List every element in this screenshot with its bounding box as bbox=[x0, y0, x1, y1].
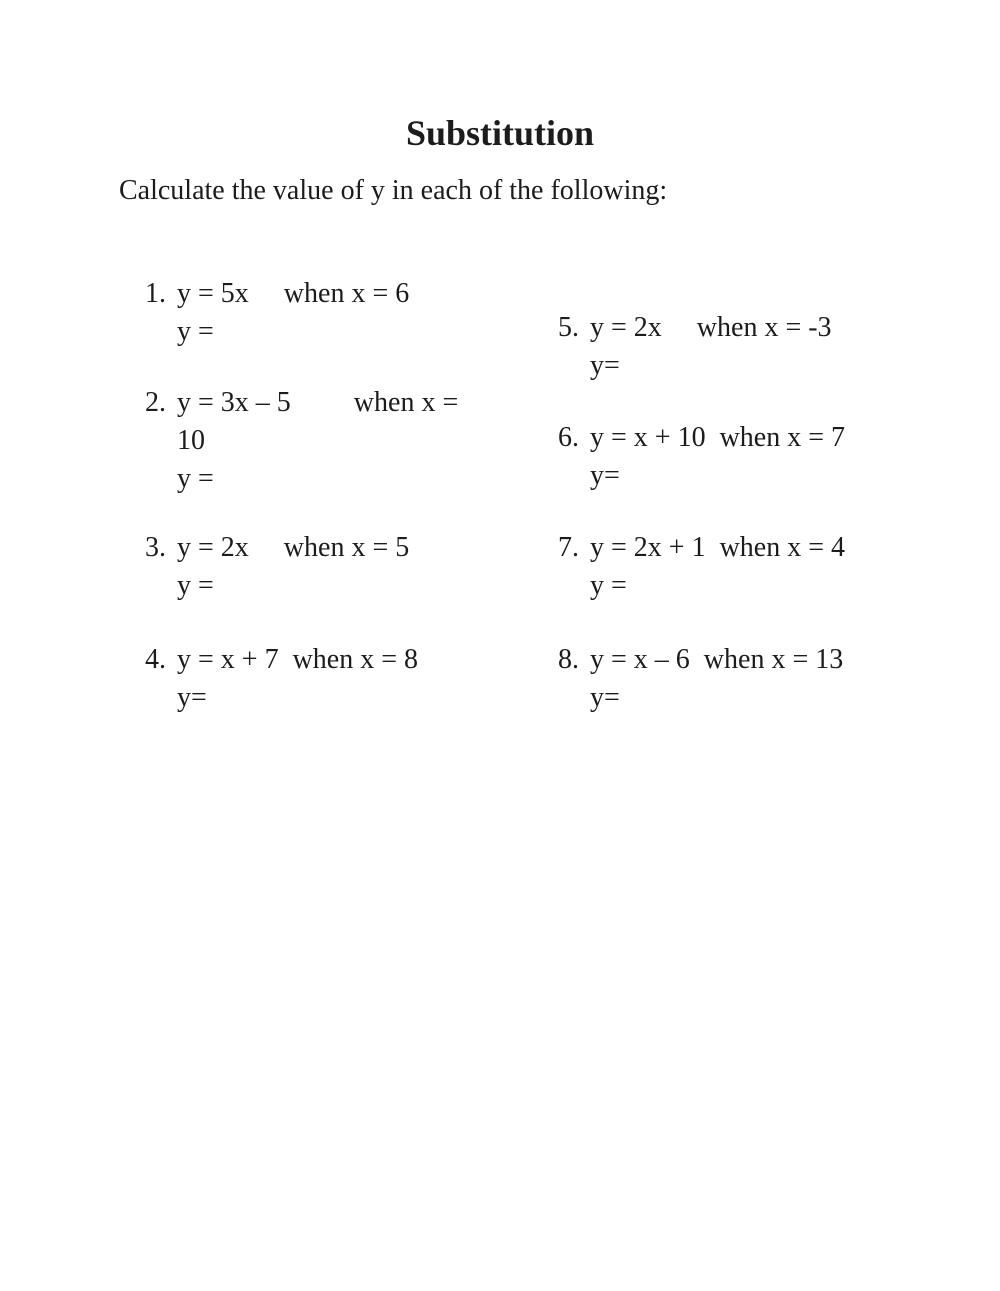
problem-1-equation: y = 5x when x = 6 bbox=[177, 278, 410, 309]
problem-5-answer-line: y= bbox=[590, 350, 620, 381]
problem-5-equation-line bbox=[558, 309, 832, 347]
problem-3-equation: y = 2x when x = 5 bbox=[177, 532, 410, 563]
problem-7-answer-line: y = bbox=[590, 570, 627, 601]
problem-4-equation: y = x + 7 when x = 8 bbox=[177, 644, 419, 675]
problem-8-answer-line: y= bbox=[590, 682, 620, 713]
problem-5-number: 5. bbox=[558, 312, 579, 343]
problem-4-number: 4. bbox=[145, 644, 166, 675]
problem-1-equation-line bbox=[145, 275, 409, 313]
problem-2-answer-line: y = bbox=[177, 463, 214, 494]
problem-5-equation: y = 2x when x = -3 bbox=[590, 312, 832, 343]
problem-3-answer-line: y = bbox=[177, 570, 214, 601]
problem-1-number: 1. bbox=[145, 278, 166, 309]
problem-3 bbox=[145, 529, 409, 605]
problem-2-wrapped-value: 10 bbox=[177, 425, 205, 456]
problem-2-equation-line bbox=[145, 384, 458, 422]
problem-6 bbox=[558, 419, 845, 495]
problem-6-equation: y = x + 10 when x = 7 bbox=[590, 422, 846, 453]
problem-3-number: 3. bbox=[145, 532, 166, 563]
problem-6-answer-line: y= bbox=[590, 460, 620, 491]
problem-8-equation: y = x – 6 when x = 13 bbox=[590, 644, 844, 675]
worksheet-title: Substitution bbox=[405, 113, 595, 153]
problem-4-answer-line: y= bbox=[177, 682, 207, 713]
problem-7-equation-line bbox=[558, 529, 845, 567]
problem-4-equation-line bbox=[145, 641, 418, 679]
problem-2-equation: y = 3x – 5 when x = bbox=[177, 387, 459, 418]
problem-8 bbox=[558, 641, 843, 717]
instruction-text: Calculate the value of y in each of the following: bbox=[119, 175, 668, 206]
problem-1 bbox=[145, 275, 409, 351]
problem-7-number: 7. bbox=[558, 532, 579, 563]
problem-4 bbox=[145, 641, 418, 717]
problem-8-number: 8. bbox=[558, 644, 579, 675]
problem-6-number: 6. bbox=[558, 422, 579, 453]
problem-7-equation: y = 2x + 1 when x = 4 bbox=[590, 532, 846, 563]
problem-2-number: 2. bbox=[145, 387, 166, 418]
problem-7 bbox=[558, 529, 845, 605]
problem-8-equation-line bbox=[558, 641, 843, 679]
problem-3-equation-line bbox=[145, 529, 409, 567]
problem-1-answer-line: y = bbox=[177, 316, 214, 347]
problem-2 bbox=[145, 384, 458, 498]
problem-5 bbox=[558, 309, 832, 385]
problem-6-equation-line bbox=[558, 419, 845, 457]
